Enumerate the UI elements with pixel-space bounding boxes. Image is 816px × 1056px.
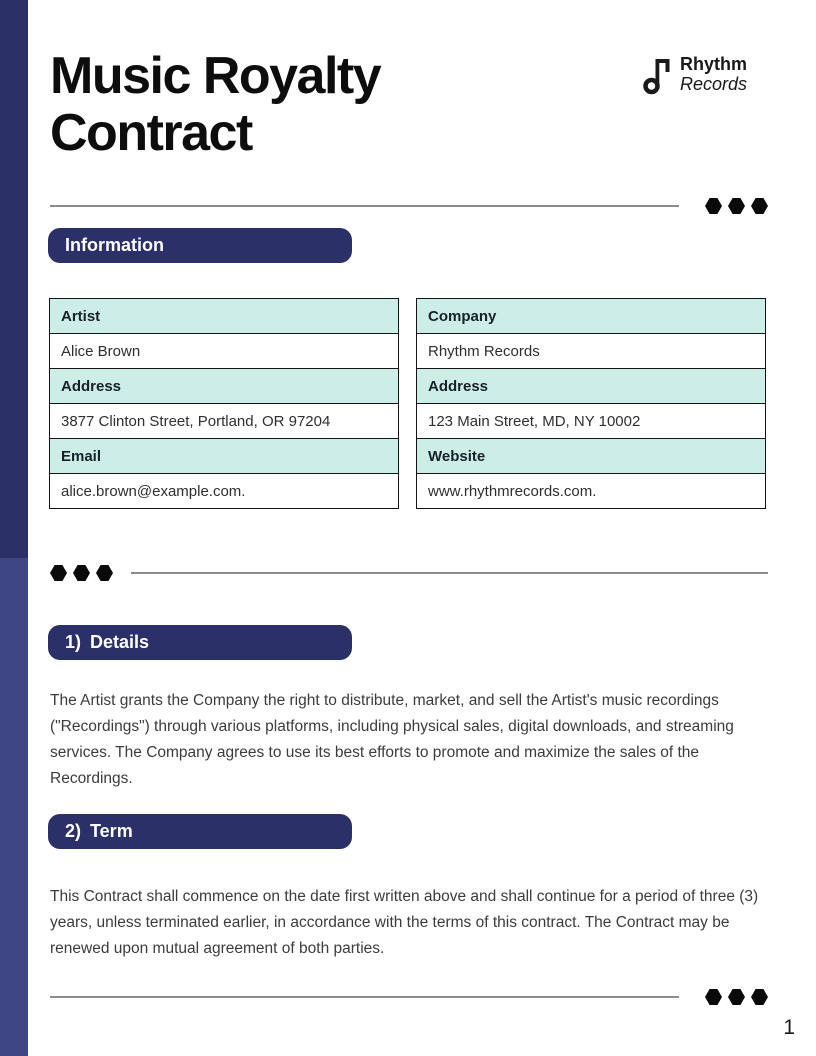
- table-row: [417, 334, 766, 369]
- table-header-cell: Website: [417, 439, 766, 474]
- table-row: [50, 299, 399, 334]
- hexagon-ornament: [705, 989, 768, 1005]
- hexagon-dot: [728, 989, 745, 1005]
- table-row: [50, 369, 399, 404]
- table-row: [417, 299, 766, 334]
- divider-line: [131, 572, 768, 574]
- hexagon-dot: [96, 565, 113, 581]
- hexagon-dot: [705, 198, 722, 214]
- section-header-label: Term: [90, 821, 133, 841]
- logo-name-line2: Records: [680, 74, 748, 94]
- divider-top: [50, 197, 768, 215]
- table-value-cell: www.rhythmrecords.com.: [417, 474, 766, 509]
- divider-middle: [50, 564, 768, 582]
- hexagon-dot: [751, 989, 768, 1005]
- hexagon-dot: [705, 989, 722, 1005]
- hexagon-dot: [73, 565, 90, 581]
- table-row: [50, 439, 399, 474]
- section-header-label: Details: [90, 632, 150, 652]
- divider-line: [50, 205, 679, 207]
- table-row: [50, 334, 399, 369]
- table-row: [50, 474, 399, 509]
- table-value-cell: Rhythm Records: [417, 334, 766, 369]
- section-header-term: [48, 814, 352, 849]
- hexagon-ornament: [705, 198, 768, 214]
- logo-text: [680, 54, 747, 94]
- hexagon-ornament: [50, 565, 113, 581]
- page-title: Music Royalty Contract: [50, 47, 381, 162]
- company-logo: [643, 53, 747, 95]
- left-accent-bar-top: [0, 0, 28, 558]
- company-info-table: [416, 298, 766, 509]
- table-header-cell: Artist: [50, 299, 399, 334]
- divider-line: [50, 996, 679, 998]
- table-value-cell: Alice Brown: [50, 334, 399, 369]
- table-header-cell: Email: [50, 439, 399, 474]
- divider-bottom: [50, 988, 768, 1006]
- term-paragraph: This Contract shall commence on the date first written above and shall continue for a period of three (3) years, unless terminated earlier, in accordance with the terms of this contract. The Contract may be renewed upon mutual agreement of both parties.: [50, 888, 759, 957]
- hexagon-dot: [728, 198, 745, 214]
- section-number: 2): [65, 821, 82, 841]
- page-number: 1: [783, 1016, 795, 1039]
- section-number: 1): [65, 632, 82, 652]
- logo-name-line1: Rhythm: [680, 54, 747, 74]
- table-row: [417, 439, 766, 474]
- details-paragraph: The Artist grants the Company the right to distribute, market, and sell the Artist's music recordings ("Recordings") through various platforms, including physical sales, digital downloads, and streaming services. The Company agrees to use its best efforts to promote and maximize the sales of the Recordings.: [50, 692, 734, 787]
- section-header-label: Information: [65, 235, 164, 255]
- table-value-cell: 123 Main Street, MD, NY 10002: [417, 404, 766, 439]
- table-header-cell: Company: [417, 299, 766, 334]
- left-accent-bar-bottom: [0, 558, 28, 1056]
- table-row: [417, 404, 766, 439]
- table-value-cell: 3877 Clinton Street, Portland, OR 97204: [50, 404, 399, 439]
- artist-info-table: [49, 298, 399, 509]
- hexagon-dot: [50, 565, 67, 581]
- table-value-cell: alice.brown@example.com.: [50, 474, 399, 509]
- information-tables: [49, 298, 766, 509]
- music-note-icon: [643, 53, 673, 95]
- table-header-cell: Address: [50, 369, 399, 404]
- hexagon-dot: [751, 198, 768, 214]
- table-row: [50, 404, 399, 439]
- table-header-cell: Address: [417, 369, 766, 404]
- section-header-information: [48, 228, 352, 263]
- table-row: [417, 474, 766, 509]
- table-row: [417, 369, 766, 404]
- section-header-details: [48, 625, 352, 660]
